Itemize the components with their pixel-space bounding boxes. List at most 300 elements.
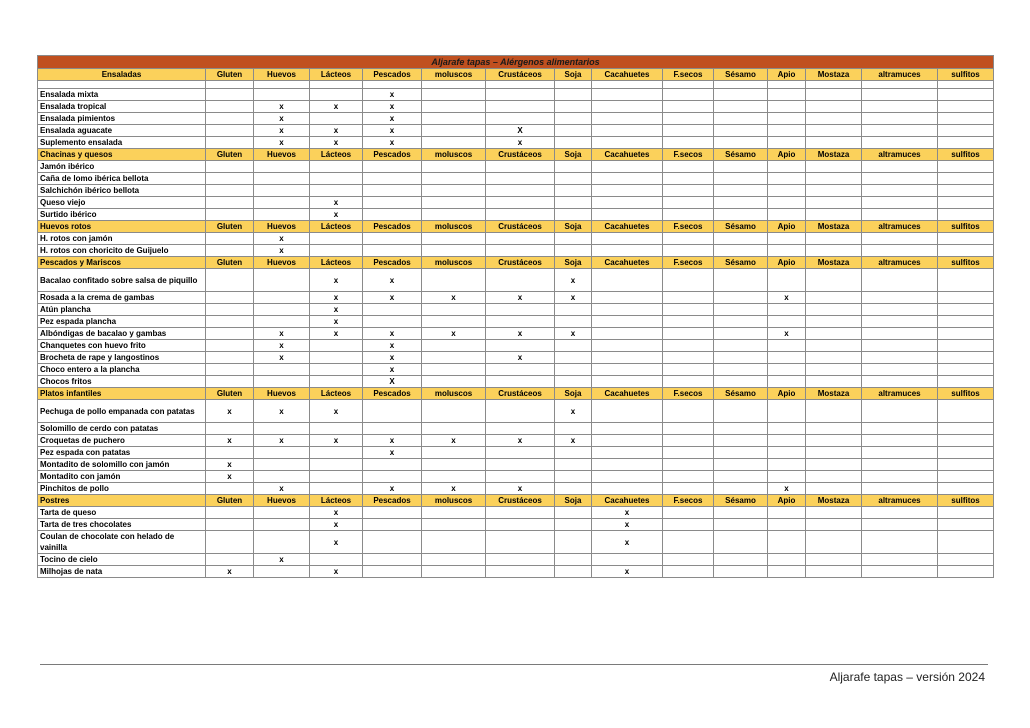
empty-cell <box>862 125 938 137</box>
table-row <box>38 483 994 495</box>
empty-cell <box>555 376 592 388</box>
column-header: Sésamo <box>714 221 768 233</box>
allergen-mark: x <box>254 113 310 125</box>
column-header: Soja <box>555 495 592 507</box>
empty-cell <box>862 292 938 304</box>
empty-cell <box>310 554 363 566</box>
allergen-mark: x <box>363 101 422 113</box>
empty-cell <box>714 89 768 101</box>
empty-cell <box>768 197 806 209</box>
empty-cell <box>714 519 768 531</box>
empty-cell <box>768 316 806 328</box>
empty-cell <box>592 233 663 245</box>
empty-cell <box>862 304 938 316</box>
empty-cell <box>363 245 422 257</box>
empty-cell <box>592 137 663 149</box>
empty-cell <box>862 185 938 197</box>
dish-name: Surtido ibérico <box>38 209 206 221</box>
empty-cell <box>486 364 555 376</box>
column-header: Crustáceos <box>486 69 555 81</box>
empty-cell <box>806 423 862 435</box>
table-row <box>38 89 994 101</box>
column-header: Cacahuetes <box>592 221 663 233</box>
column-header: Sésamo <box>714 495 768 507</box>
empty-cell <box>938 292 994 304</box>
empty-cell <box>486 304 555 316</box>
empty-cell <box>310 245 363 257</box>
empty-cell <box>555 89 592 101</box>
column-header: Gluten <box>206 257 254 269</box>
column-header: F.secos <box>663 495 714 507</box>
empty-cell <box>592 435 663 447</box>
empty-cell <box>663 269 714 292</box>
empty-cell <box>38 81 206 89</box>
column-header: sulfitos <box>938 495 994 507</box>
empty-cell <box>555 507 592 519</box>
dish-name: Rosada a la crema de gambas <box>38 292 206 304</box>
empty-cell <box>592 471 663 483</box>
allergen-mark: x <box>363 292 422 304</box>
dish-name: Brocheta de rape y langostinos <box>38 352 206 364</box>
table-row <box>38 233 994 245</box>
table-row <box>38 197 994 209</box>
empty-cell <box>714 507 768 519</box>
empty-cell <box>254 507 310 519</box>
empty-cell <box>310 459 363 471</box>
empty-cell <box>663 233 714 245</box>
empty-cell <box>714 340 768 352</box>
empty-cell <box>768 245 806 257</box>
column-header: Gluten <box>206 69 254 81</box>
column-header: Mostaza <box>806 257 862 269</box>
empty-cell <box>663 423 714 435</box>
empty-cell <box>714 81 768 89</box>
empty-cell <box>862 364 938 376</box>
allergen-mark: x <box>206 566 254 578</box>
empty-cell <box>663 340 714 352</box>
empty-cell <box>486 89 555 101</box>
empty-cell <box>663 459 714 471</box>
section-title: Ensaladas <box>38 69 206 81</box>
empty-cell <box>768 101 806 113</box>
empty-cell <box>555 209 592 221</box>
empty-cell <box>862 519 938 531</box>
column-header: Sésamo <box>714 69 768 81</box>
empty-cell <box>768 209 806 221</box>
table-row <box>38 161 994 173</box>
section-title: Huevos rotos <box>38 221 206 233</box>
table-row <box>38 304 994 316</box>
dish-name: Pez espada con patatas <box>38 447 206 459</box>
dish-name: Ensalada aguacate <box>38 125 206 137</box>
empty-cell <box>768 113 806 125</box>
empty-cell <box>768 304 806 316</box>
table-row <box>38 292 994 304</box>
allergen-mark: x <box>310 566 363 578</box>
empty-cell <box>938 137 994 149</box>
empty-cell <box>592 376 663 388</box>
column-header: Cacahuetes <box>592 149 663 161</box>
empty-cell <box>592 125 663 137</box>
empty-cell <box>254 566 310 578</box>
empty-cell <box>806 400 862 423</box>
empty-cell <box>363 161 422 173</box>
empty-cell <box>663 161 714 173</box>
empty-cell <box>806 340 862 352</box>
empty-cell <box>422 400 486 423</box>
empty-cell <box>206 269 254 292</box>
empty-cell <box>254 447 310 459</box>
column-header: Apio <box>768 388 806 400</box>
empty-cell <box>206 233 254 245</box>
empty-cell <box>862 113 938 125</box>
empty-cell <box>714 233 768 245</box>
allergen-mark: x <box>310 269 363 292</box>
empty-cell <box>254 173 310 185</box>
column-header: Apio <box>768 221 806 233</box>
empty-cell <box>862 483 938 495</box>
empty-cell <box>486 197 555 209</box>
dish-name: Salchichón ibérico bellota <box>38 185 206 197</box>
empty-cell <box>938 89 994 101</box>
empty-cell <box>592 459 663 471</box>
column-header: Cacahuetes <box>592 69 663 81</box>
empty-cell <box>663 352 714 364</box>
column-header: Cacahuetes <box>592 257 663 269</box>
empty-cell <box>486 340 555 352</box>
empty-cell <box>206 245 254 257</box>
empty-cell <box>768 400 806 423</box>
allergen-table <box>37 55 994 578</box>
column-header: Huevos <box>254 221 310 233</box>
empty-cell <box>486 400 555 423</box>
empty-cell <box>206 483 254 495</box>
empty-cell <box>422 81 486 89</box>
empty-cell <box>206 137 254 149</box>
empty-cell <box>663 435 714 447</box>
empty-cell <box>422 507 486 519</box>
column-header: Sésamo <box>714 388 768 400</box>
empty-cell <box>938 101 994 113</box>
empty-cell <box>768 161 806 173</box>
empty-cell <box>806 507 862 519</box>
empty-cell <box>422 447 486 459</box>
dish-name: Chanquetes con huevo frito <box>38 340 206 352</box>
empty-cell <box>714 137 768 149</box>
empty-cell <box>486 459 555 471</box>
empty-cell <box>714 125 768 137</box>
empty-cell <box>363 566 422 578</box>
empty-cell <box>310 352 363 364</box>
empty-cell <box>714 209 768 221</box>
allergen-mark: x <box>363 137 422 149</box>
empty-cell <box>592 352 663 364</box>
empty-cell <box>806 197 862 209</box>
empty-cell <box>254 89 310 101</box>
empty-cell <box>254 376 310 388</box>
empty-cell <box>592 113 663 125</box>
empty-cell <box>768 89 806 101</box>
allergen-mark: x <box>254 125 310 137</box>
column-header: Crustáceos <box>486 221 555 233</box>
allergen-mark: x <box>555 400 592 423</box>
empty-cell <box>938 423 994 435</box>
empty-cell <box>206 554 254 566</box>
empty-cell <box>806 245 862 257</box>
empty-cell <box>254 316 310 328</box>
empty-cell <box>938 400 994 423</box>
empty-cell <box>592 483 663 495</box>
column-header: Soja <box>555 388 592 400</box>
column-header: Cacahuetes <box>592 495 663 507</box>
empty-cell <box>714 101 768 113</box>
empty-cell <box>206 113 254 125</box>
allergen-mark: x <box>254 233 310 245</box>
dish-name: Tocino de cielo <box>38 554 206 566</box>
empty-cell <box>206 209 254 221</box>
footer-divider <box>40 664 988 665</box>
empty-cell <box>592 328 663 340</box>
dish-name: Tarta de queso <box>38 507 206 519</box>
column-header: Apio <box>768 149 806 161</box>
empty-cell <box>422 519 486 531</box>
column-header: Gluten <box>206 221 254 233</box>
empty-cell <box>806 459 862 471</box>
table-row <box>38 554 994 566</box>
allergen-mark: x <box>206 435 254 447</box>
empty-cell <box>938 269 994 292</box>
empty-cell <box>206 161 254 173</box>
empty-cell <box>714 400 768 423</box>
empty-cell <box>363 316 422 328</box>
empty-cell <box>663 137 714 149</box>
empty-cell <box>714 554 768 566</box>
allergen-mark: x <box>206 471 254 483</box>
empty-cell <box>422 161 486 173</box>
empty-cell <box>938 316 994 328</box>
allergen-mark: x <box>486 435 555 447</box>
column-header: Crustáceos <box>486 257 555 269</box>
empty-cell <box>862 423 938 435</box>
section-title: Pescados y Mariscos <box>38 257 206 269</box>
empty-cell <box>310 423 363 435</box>
empty-cell <box>254 81 310 89</box>
empty-cell <box>938 233 994 245</box>
table-row <box>38 137 994 149</box>
column-header: Lácteos <box>310 495 363 507</box>
column-header: Lácteos <box>310 221 363 233</box>
allergen-mark: x <box>310 292 363 304</box>
empty-cell <box>938 531 994 554</box>
empty-cell <box>555 101 592 113</box>
column-header: Huevos <box>254 495 310 507</box>
column-header: altramuces <box>862 69 938 81</box>
empty-cell <box>592 423 663 435</box>
allergen-mark: x <box>422 328 486 340</box>
allergen-mark: x <box>254 483 310 495</box>
empty-cell <box>592 400 663 423</box>
empty-cell <box>862 137 938 149</box>
empty-cell <box>862 531 938 554</box>
column-header: F.secos <box>663 257 714 269</box>
empty-cell <box>486 376 555 388</box>
empty-cell <box>768 233 806 245</box>
allergen-mark: x <box>555 328 592 340</box>
column-header: Pescados <box>363 69 422 81</box>
table-row <box>38 400 994 423</box>
column-header: Pescados <box>363 149 422 161</box>
allergen-mark: x <box>254 435 310 447</box>
empty-cell <box>768 471 806 483</box>
empty-cell <box>806 554 862 566</box>
empty-cell <box>592 447 663 459</box>
empty-cell <box>206 423 254 435</box>
empty-cell <box>862 507 938 519</box>
empty-cell <box>938 328 994 340</box>
empty-cell <box>555 566 592 578</box>
empty-cell <box>768 423 806 435</box>
empty-cell <box>663 101 714 113</box>
empty-cell <box>862 233 938 245</box>
empty-cell <box>768 566 806 578</box>
empty-cell <box>714 566 768 578</box>
dish-name: Bacalao confitado sobre salsa de piquillo <box>38 269 206 292</box>
empty-cell <box>862 400 938 423</box>
allergen-mark: x <box>422 435 486 447</box>
empty-cell <box>486 447 555 459</box>
empty-cell <box>555 483 592 495</box>
empty-cell <box>310 173 363 185</box>
empty-cell <box>862 316 938 328</box>
allergen-mark: x <box>486 483 555 495</box>
empty-cell <box>310 89 363 101</box>
empty-cell <box>363 423 422 435</box>
table-title: Aljarafe tapas – Alérgenos alimentarios <box>38 56 994 69</box>
empty-cell <box>862 197 938 209</box>
column-header: Lácteos <box>310 257 363 269</box>
column-header: Gluten <box>206 388 254 400</box>
empty-cell <box>555 554 592 566</box>
column-header: Apio <box>768 257 806 269</box>
empty-cell <box>555 304 592 316</box>
empty-cell <box>714 292 768 304</box>
empty-cell <box>422 125 486 137</box>
allergen-mark: x <box>254 328 310 340</box>
column-header: Crustáceos <box>486 495 555 507</box>
empty-cell <box>768 81 806 89</box>
empty-cell <box>555 197 592 209</box>
empty-cell <box>768 554 806 566</box>
empty-cell <box>663 81 714 89</box>
empty-cell <box>422 101 486 113</box>
column-header: Huevos <box>254 149 310 161</box>
empty-cell <box>486 185 555 197</box>
dish-name: Solomillo de cerdo con patatas <box>38 423 206 435</box>
empty-cell <box>310 447 363 459</box>
empty-cell <box>486 423 555 435</box>
empty-cell <box>663 197 714 209</box>
empty-cell <box>806 364 862 376</box>
empty-cell <box>486 471 555 483</box>
empty-cell <box>862 245 938 257</box>
column-header: sulfitos <box>938 257 994 269</box>
empty-cell <box>555 185 592 197</box>
empty-cell <box>938 81 994 89</box>
column-header: F.secos <box>663 69 714 81</box>
empty-cell <box>310 340 363 352</box>
empty-cell <box>806 209 862 221</box>
empty-cell <box>422 554 486 566</box>
dish-name: Pechuga de pollo empanada con patatas <box>38 400 206 423</box>
column-header: Gluten <box>206 149 254 161</box>
empty-cell <box>768 185 806 197</box>
dish-name: Tarta de tres chocolates <box>38 519 206 531</box>
empty-cell <box>768 125 806 137</box>
empty-cell <box>422 566 486 578</box>
empty-cell <box>806 173 862 185</box>
empty-cell <box>310 471 363 483</box>
column-header: Mostaza <box>806 69 862 81</box>
empty-cell <box>422 340 486 352</box>
empty-cell <box>768 447 806 459</box>
section-title: Platos infantiles <box>38 388 206 400</box>
empty-cell <box>206 447 254 459</box>
empty-cell <box>363 554 422 566</box>
allergen-mark: x <box>254 340 310 352</box>
table-row <box>38 245 994 257</box>
allergen-mark: x <box>592 566 663 578</box>
allergen-mark: x <box>363 113 422 125</box>
empty-cell <box>592 304 663 316</box>
table-row <box>38 435 994 447</box>
empty-cell <box>714 352 768 364</box>
table-row <box>38 340 994 352</box>
column-header: sulfitos <box>938 221 994 233</box>
empty-cell <box>938 364 994 376</box>
empty-cell <box>862 101 938 113</box>
empty-cell <box>422 376 486 388</box>
empty-cell <box>363 185 422 197</box>
column-header: sulfitos <box>938 69 994 81</box>
empty-cell <box>422 459 486 471</box>
empty-cell <box>486 233 555 245</box>
empty-cell <box>806 566 862 578</box>
empty-cell <box>555 81 592 89</box>
empty-cell <box>254 364 310 376</box>
column-header: Apio <box>768 69 806 81</box>
empty-cell <box>555 531 592 554</box>
dish-name: Atún plancha <box>38 304 206 316</box>
dish-name: Croquetas de puchero <box>38 435 206 447</box>
empty-cell <box>938 304 994 316</box>
empty-cell <box>768 507 806 519</box>
empty-cell <box>422 197 486 209</box>
empty-cell <box>862 447 938 459</box>
dish-name: Ensalada mixta <box>38 89 206 101</box>
dish-name: Suplemento ensalada <box>38 137 206 149</box>
column-header: Mostaza <box>806 149 862 161</box>
empty-cell <box>806 113 862 125</box>
empty-cell <box>486 554 555 566</box>
allergen-mark: x <box>310 197 363 209</box>
empty-cell <box>206 376 254 388</box>
empty-cell <box>938 459 994 471</box>
column-header: altramuces <box>862 149 938 161</box>
empty-cell <box>206 101 254 113</box>
empty-cell <box>254 304 310 316</box>
section-header-row <box>38 69 994 81</box>
empty-cell <box>555 423 592 435</box>
